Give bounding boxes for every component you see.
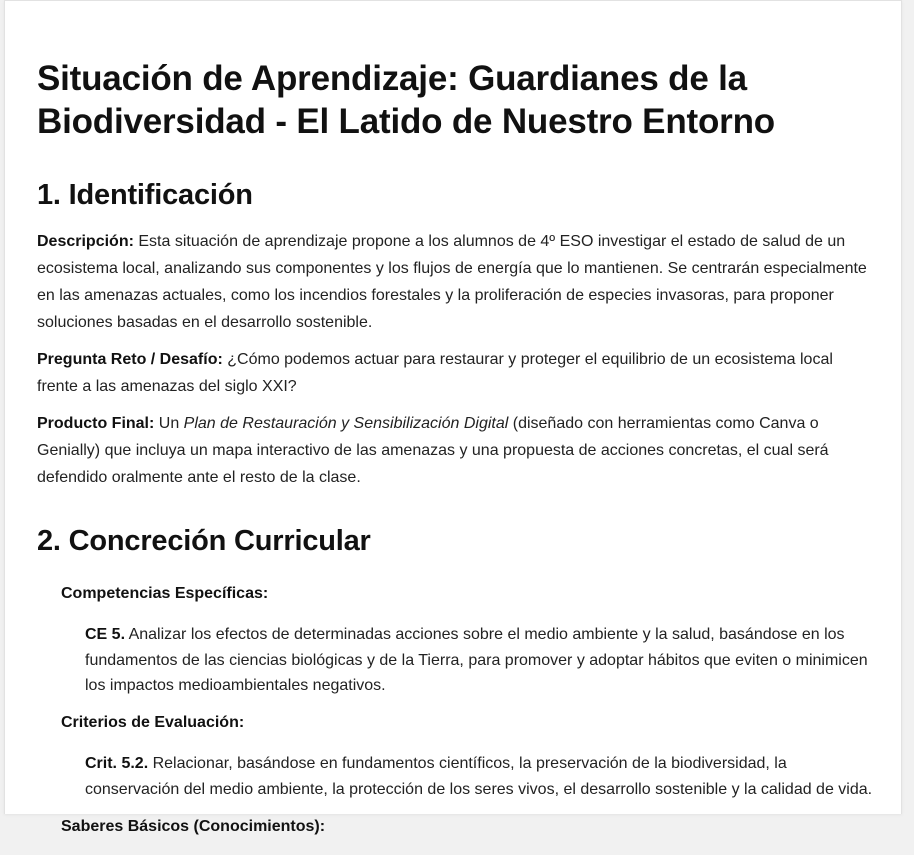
challenge-label: Pregunta Reto / Desafío:	[37, 351, 223, 368]
challenge-text: ¿Cómo podemos actuar para restaurar y proteger el equilibrio de un ecosistema local frente a las amenazas del siglo XXI?	[37, 351, 833, 395]
competencia-text: Analizar los efectos de determinadas acciones sobre el medio ambiente y la salud, basándose en los fundamentos de las ciencias biológicas y de la Tierra, para promover y adoptar hábitos que eviten o minimicen los impactos medioambientales negativos.	[85, 626, 868, 695]
product-title-italic: Plan de Restauración y Sensibilización Digital	[183, 415, 509, 432]
document-title: Situación de Aprendizaje: Guardianes de la Biodiversidad - El Latido de Nuestro Entorno	[37, 59, 775, 141]
product-text-before: Un	[154, 415, 184, 432]
criterio-code: Crit. 5.2.	[85, 755, 149, 773]
criterio-text: Relacionar, basándose en fundamentos científicos, la preservación de la biodiversidad, la conservación del medio ambiente, la protección de los seres vivos, el desarrollo sostenible y la calidad de vida.	[85, 755, 873, 798]
saberes-heading: Saberes Básicos (Conocimientos):	[61, 817, 326, 835]
criterio-item	[85, 751, 877, 802]
competencias-heading: Competencias Específicas:	[61, 585, 269, 602]
criterios-heading: Criterios de Evaluación:	[61, 714, 245, 732]
competencia-code: CE 5.	[85, 626, 126, 643]
challenge-paragraph	[37, 346, 877, 400]
product-text-after: (diseñado con herramientas como Canva o Genially) que incluya un mapa interactivo de las amenazas y una propuesta de acciones concretas, el cual será defendido oralmente ante el resto de la clase.	[37, 415, 829, 486]
product-label: Producto Final:	[37, 415, 155, 432]
document-page	[4, 0, 902, 835]
description-text: Esta situación de aprendizaje propone a los alumnos de 4º ESO investigar el estado de salud de un ecosistema local, analizando sus componentes y los flujos de energía que lo mantienen. Se centrarán especialmente en las amenazas actuales, como los incendios forestales y la proliferación de especies invasoras, para proponer soluciones basadas en el desarrollo sostenible.	[37, 233, 867, 331]
document-content	[37, 57, 877, 855]
description-paragraph	[37, 228, 877, 336]
competencia-item	[85, 622, 877, 699]
description-label: Descripción:	[37, 233, 134, 250]
section-heading-concrecion: 2. Concreción Curricular	[37, 525, 371, 557]
section-heading-identificacion: 1. Identificación	[37, 179, 253, 211]
product-paragraph	[37, 410, 877, 491]
